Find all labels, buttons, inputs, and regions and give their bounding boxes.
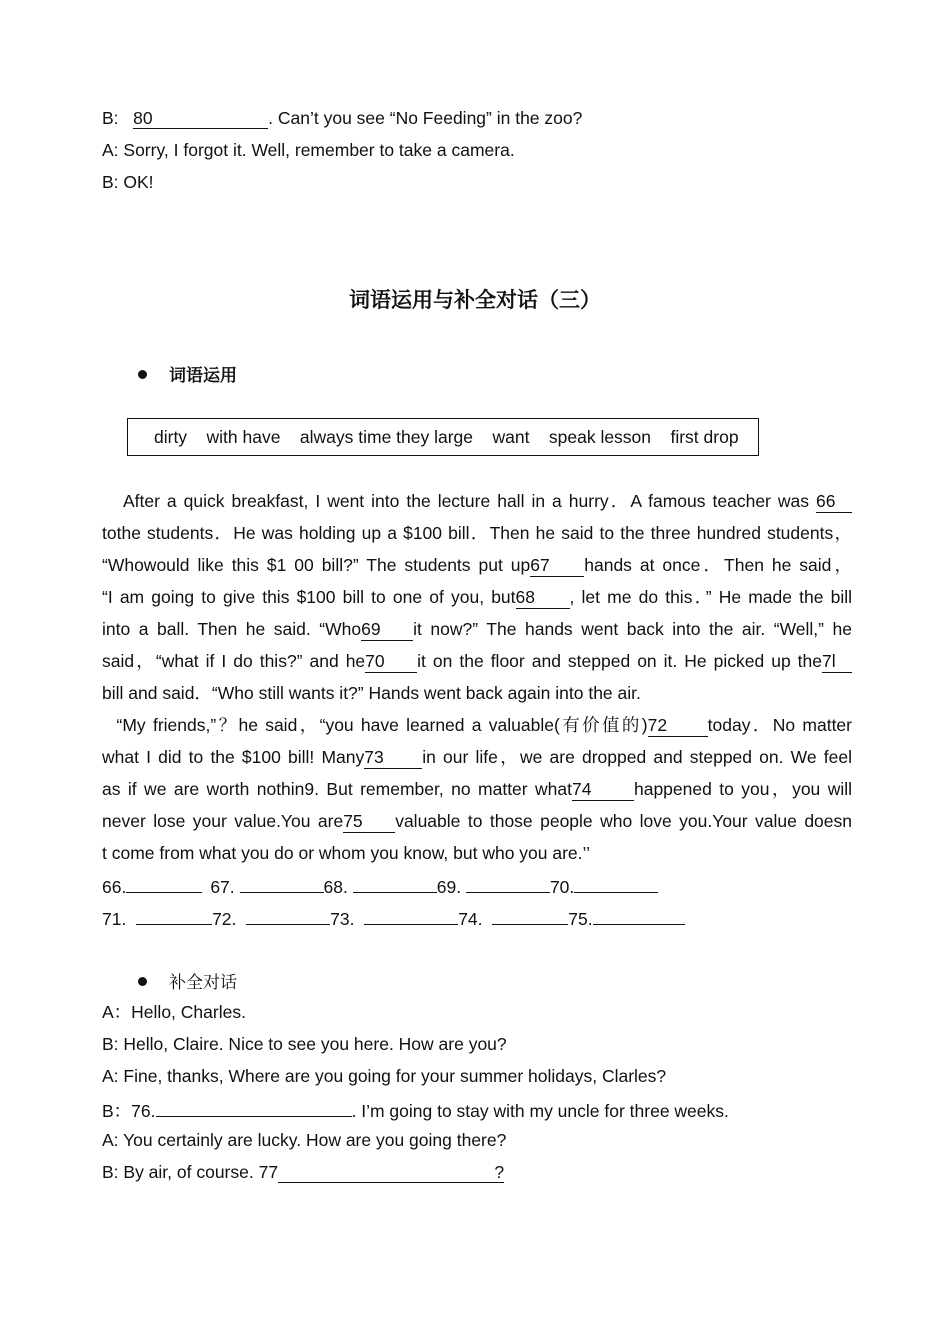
passage-line: “I am going to give this $100 bill to one of you, but68 , let me do this．” He made the bill <box>102 587 852 607</box>
blank-75[interactable]: 75 <box>343 810 395 833</box>
passage-line: “Whowould like this $1 00 bill?” The students put up67 hands at once．Then he said， <box>102 555 852 575</box>
passage-line: bill and said．“Who still wants it?” Hands went back again into the air. <box>102 683 641 703</box>
bullet-dot-icon <box>138 977 147 986</box>
dialogue-line-76: B：76. . I’m going to stay with my uncle for three weeks. <box>102 1098 729 1121</box>
answer-label: 72. <box>212 909 237 929</box>
answer-label: 73. <box>330 909 355 929</box>
word-bank: dirty with have always time they large want speak lesson first drop <box>154 427 739 447</box>
answer-label: 68. <box>323 877 348 897</box>
passage-line: t come from what you do or whom you know, but who you are.’’ <box>102 843 590 863</box>
blank-68[interactable]: 68 <box>516 586 570 609</box>
dialogue-line-b-ok: B: OK! <box>102 172 154 192</box>
word-bank-box <box>127 418 759 456</box>
answer-blank[interactable] <box>136 906 212 925</box>
answer-blank[interactable] <box>574 874 658 893</box>
cloze-passage <box>102 485 852 869</box>
answer-label: 70. <box>549 877 575 897</box>
passage-line: never lose your value.You are75 valuable to those people who love you.Your value doesn <box>102 811 852 831</box>
section-title: 词语运用与补全对话（三） <box>349 289 601 312</box>
passage-line: into a ball. Then he said. “Who69 it now?” The hands went back into the air. “Well,” he <box>102 619 852 639</box>
passage-line: said，“what if I do this?” and he70 it on the floor and stepped on it. He picked up the7l <box>102 645 852 677</box>
blank-67[interactable]: 67 <box>530 554 584 577</box>
blank-71[interactable]: 7l <box>822 650 852 673</box>
dialogue-line-b80: B: 80 . Can’t you see “No Feeding” in the zoo? <box>102 108 583 128</box>
dialogue-line-a-sorry: A: Sorry, I forgot it. Well, remember to take a camera. <box>102 140 515 160</box>
blank-77[interactable]: ? <box>278 1162 504 1183</box>
blank-72[interactable]: 72 <box>648 714 708 737</box>
answer-row-2 <box>102 906 685 929</box>
passage-line: After a quick breakfast, I went into the lecture hall in a hurry．A famous teacher was 66 <box>102 485 852 517</box>
dialogue-line-77: B: By air, of course. 77 ? <box>102 1162 505 1182</box>
answer-blank[interactable] <box>246 906 330 925</box>
answer-label: 69. <box>436 877 462 897</box>
answer-blank[interactable] <box>126 874 202 893</box>
dialogue-line: B: Hello, Claire. Nice to see you here. How are you? <box>102 1034 507 1054</box>
blank-70[interactable]: 70 <box>365 650 417 673</box>
answer-blank[interactable] <box>353 874 437 893</box>
heading-word-usage: 词语运用 <box>138 366 237 386</box>
bullet-dot-icon <box>138 370 147 379</box>
passage-line: “My friends,”？he said，“you have learned a valuable(有价值的)72 today．No matter <box>116 715 852 735</box>
passage-line: tothe students．He was holding up a $100 bill．Then he said to the three hundred students， <box>102 523 852 543</box>
blank-73[interactable]: 73 <box>364 746 422 769</box>
answer-blank[interactable] <box>240 874 324 893</box>
answer-row-1 <box>102 874 658 897</box>
answer-label: 75. <box>568 909 593 929</box>
heading-complete-dialogue: 补全对话 <box>138 973 237 993</box>
blank-69[interactable]: 69 <box>361 618 413 641</box>
blank-66[interactable]: 66 <box>816 490 852 513</box>
answer-blank[interactable] <box>492 906 568 925</box>
answer-blank[interactable] <box>364 906 458 925</box>
blank-80[interactable]: 80 <box>133 108 268 129</box>
answer-blank[interactable] <box>593 906 685 925</box>
dialogue-line: A: Fine, thanks, Where are you going for your summer holidays, Clarles? <box>102 1066 667 1086</box>
answer-blank[interactable] <box>466 874 550 893</box>
passage-line: as if we are worth nothin9. But remember, no matter what74 happened to you，you will <box>102 779 852 799</box>
dialogue-line: A: You certainly are lucky. How are you going there? <box>102 1130 507 1150</box>
blank-74[interactable]: 74 <box>572 778 634 801</box>
answer-label: 66. <box>102 877 127 897</box>
answer-label: 67. <box>210 877 235 897</box>
dialogue-line: A：Hello, Charles. <box>102 1002 246 1022</box>
blank-76[interactable] <box>156 1098 352 1117</box>
answer-label: 71. <box>102 909 127 929</box>
answer-label: 74. <box>458 909 483 929</box>
passage-line: what I did to the $100 bill! Many73 in our life，we are dropped and stepped on. We feel <box>102 747 852 767</box>
